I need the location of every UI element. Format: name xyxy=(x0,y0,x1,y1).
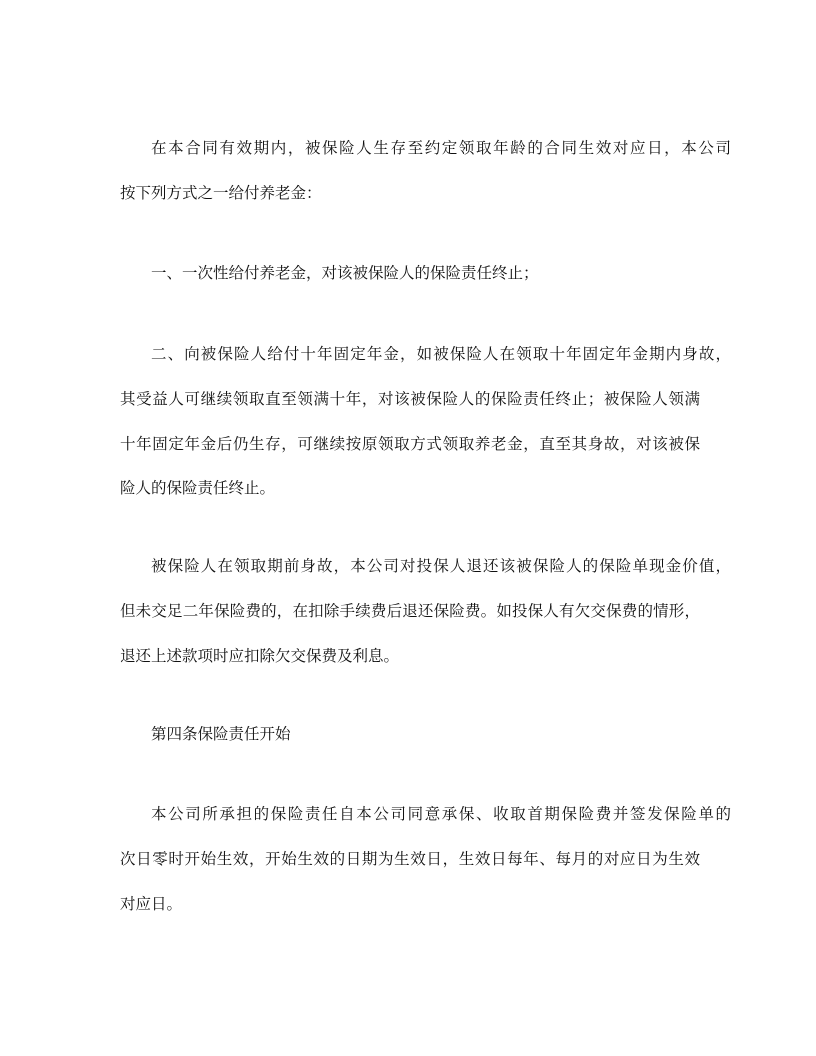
paragraph-4-line-1: 被保险人在领取期前身故，本公司对投保人退还该被保险人的保险单现金价值， xyxy=(151,557,731,575)
paragraph-5-line-3: 对应日。 xyxy=(120,895,183,913)
paragraph-1-line-2: 按下列方式之一给付养老金： xyxy=(120,184,322,202)
paragraph-3-line-4: 险人的保险责任终止。 xyxy=(120,479,276,497)
paragraph-4-line-3: 退还上述款项时应扣除欠交保费及利息。 xyxy=(120,647,400,665)
paragraph-3-line-2: 其受益人可继续领取直至领满十年，对该被保险人的保险责任终止；被保险人领满 xyxy=(120,390,700,408)
paragraph-4-line-2: 但未交足二年保险费的，在扣除手续费后退还保险费。如投保人有欠交保费的情形， xyxy=(120,602,700,620)
paragraph-5-line-2: 次日零时开始生效，开始生效的日期为生效日，生效日每年、每月的对应日为生效 xyxy=(120,850,700,868)
paragraph-5-line-1: 本公司所承担的保险责任自本公司同意承保、收取首期保险费并签发保险单的 xyxy=(151,805,731,823)
paragraph-1-line-1: 在本合同有效期内，被保险人生存至约定领取年龄的合同生效对应日，本公司 xyxy=(151,139,731,157)
paragraph-3-line-1: 二、向被保险人给付十年固定年金，如被保险人在领取十年固定年金期内身故， xyxy=(151,345,731,363)
paragraph-3-line-3: 十年固定年金后仍生存，可继续按原领取方式领取养老金，直至其身故，对该被保 xyxy=(120,435,700,453)
section-heading: 第四条保险责任开始 xyxy=(151,725,291,743)
paragraph-2-line-1: 一、一次性给付养老金，对该被保险人的保险责任终止； xyxy=(151,264,539,282)
